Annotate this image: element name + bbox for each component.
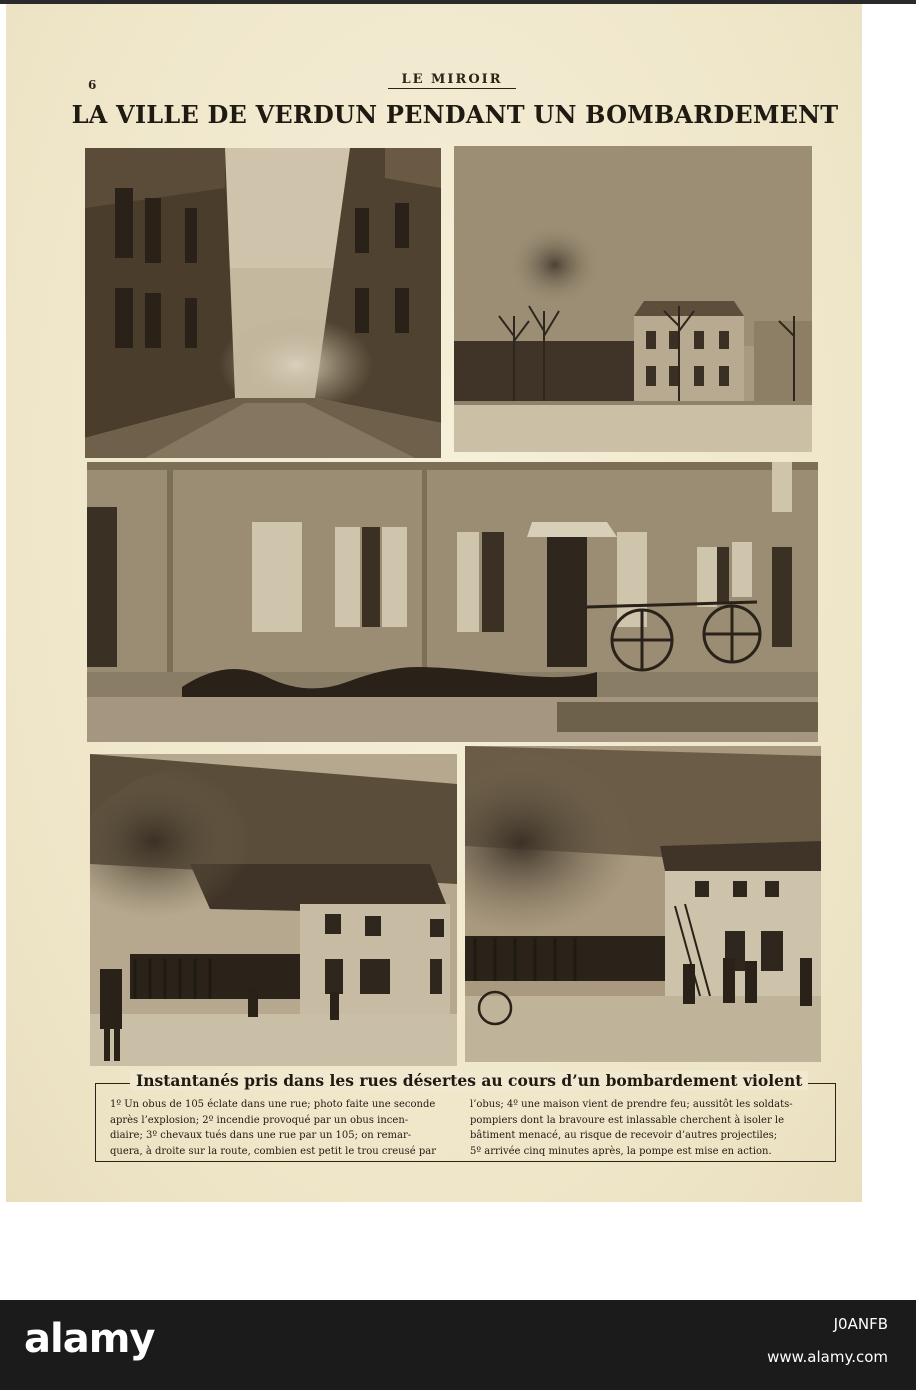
stock-logo: alamy: [24, 1316, 155, 1362]
photo-house-fire: [90, 754, 457, 1066]
caption-line: quera, à droite sur la route, combien est petit le trou creusé par: [110, 1145, 436, 1157]
photo-dead-horses-street: [87, 462, 818, 742]
caption-line: après l’explosion; 2º incendie provoqué par un obus incen-: [110, 1114, 409, 1126]
caption-line: 1º Un obus de 105 éclate dans une rue; photo faite une seconde: [110, 1099, 436, 1110]
stock-image-id: J0ANFB: [833, 1315, 888, 1333]
caption-line: 5º arrivée cinq minutes après, la pompe est mise en action.: [470, 1145, 772, 1157]
caption-line: diaire; 3º chevaux tués dans une rue par un 105; on remar-: [110, 1130, 412, 1141]
photo-firefighters: [465, 746, 821, 1062]
caption-line: bâtiment menacé, au risque de recevoir d’autres projectiles;: [470, 1130, 778, 1141]
caption-left-column: [110, 1097, 462, 1159]
stock-url: www.alamy.com: [767, 1348, 888, 1366]
photo-square-explosion: [454, 146, 812, 452]
caption-right-column: [470, 1097, 822, 1159]
caption-title: Instantanés pris dans les rues désertes au cours d’un bombardement violent: [130, 1071, 808, 1090]
headline: LA VILLE DE VERDUN PENDANT UN BOMBARDEMENT: [71, 100, 839, 129]
photo-street-smoke: [85, 148, 441, 458]
masthead: LE MIROIR: [388, 72, 516, 89]
page-number: 6: [88, 78, 97, 92]
caption-line: pompiers dont la bravoure est inlassable cherchent à isoler le: [470, 1114, 785, 1126]
caption-line: l’obus; 4º une maison vient de prendre feu; aussitôt les soldats-: [470, 1099, 793, 1110]
